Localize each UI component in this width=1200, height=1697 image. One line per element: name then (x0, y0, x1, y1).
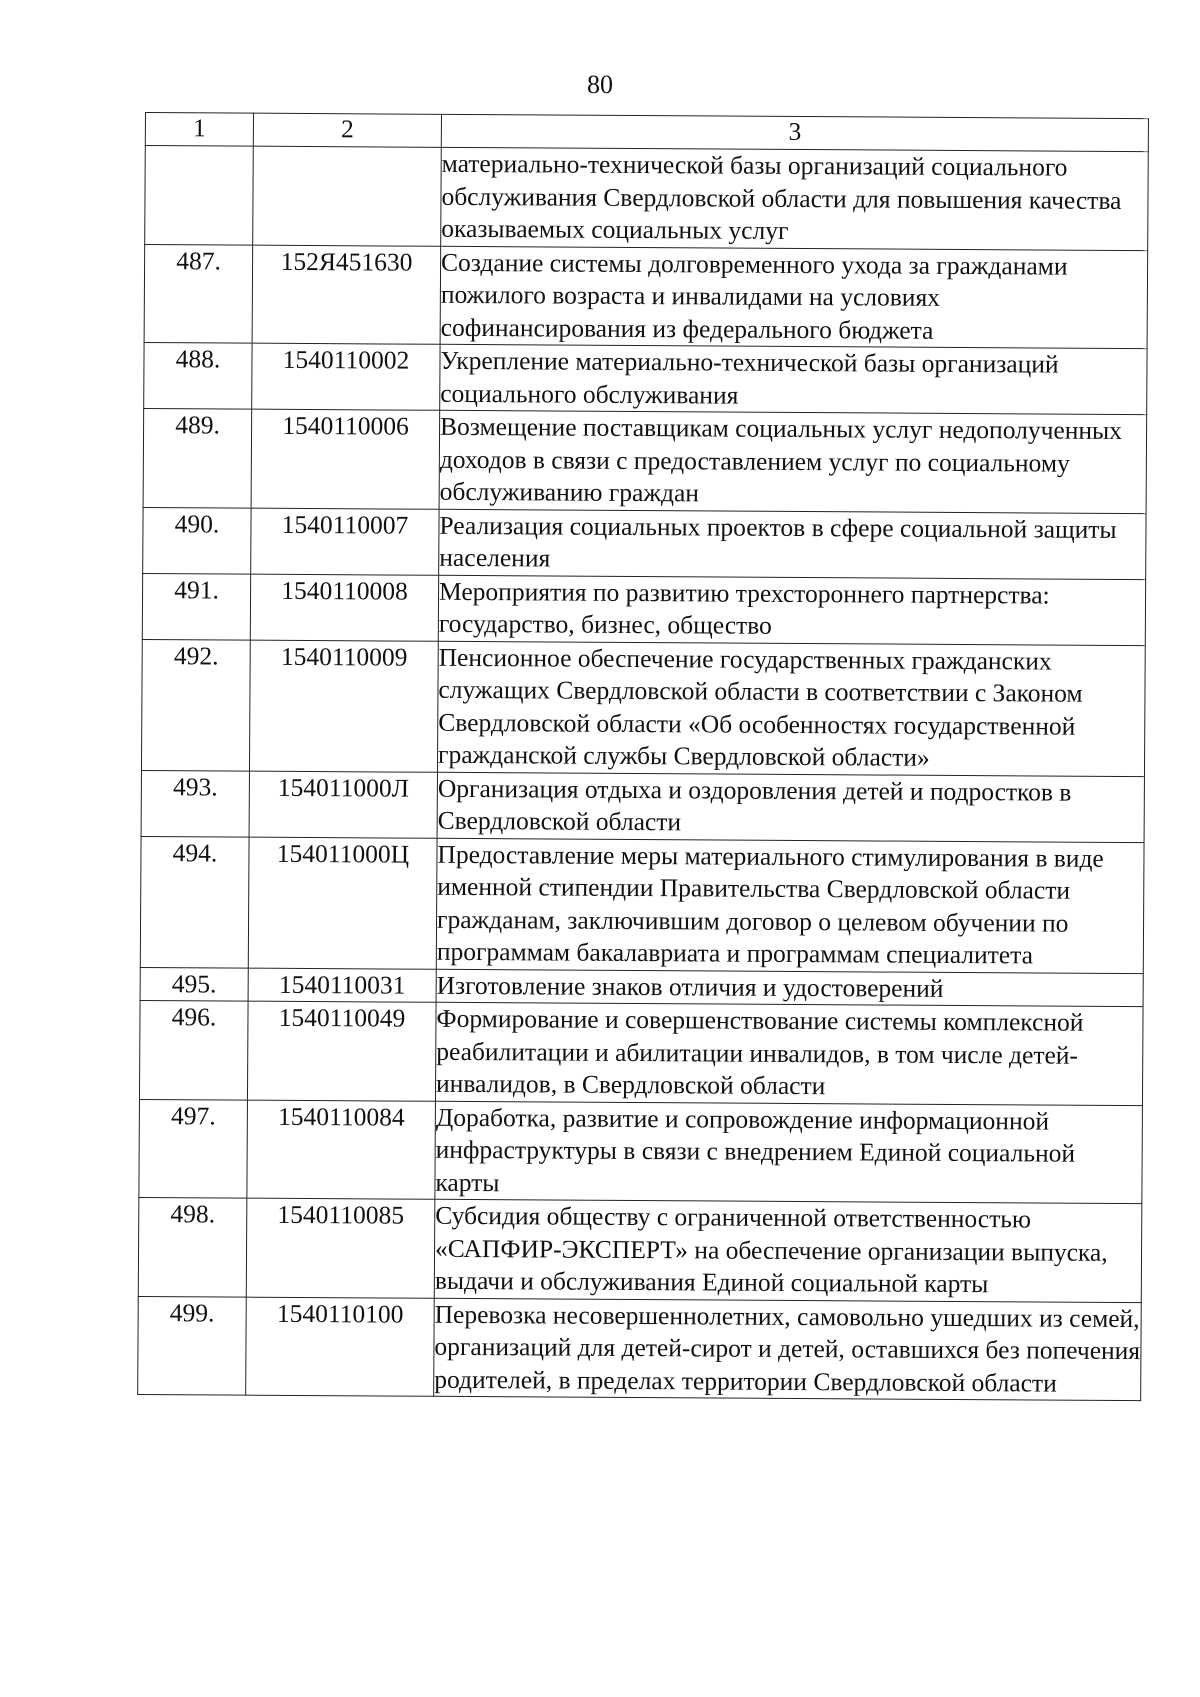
row-description: материально-технической базы организаций социального обслуживания Свердловской области для повышения качества оказываемых социальных услуг (441, 147, 1149, 250)
row-description: Предоставление меры материального стимулирования в виде именной стипендии Правительства Свердловской области гражданам, заключившим договор о целевом обучении по программам бакалавриата и программам специалитета (436, 838, 1144, 973)
row-number: 493. (141, 770, 249, 837)
row-number: 487. (144, 244, 253, 343)
row-number: 496. (139, 1000, 248, 1099)
column-header-1: 1 (145, 113, 253, 147)
row-description: Мероприятия по развитию трехстороннего партнерства: государство, бизнес, общество (438, 575, 1145, 645)
row-number: 492. (141, 639, 250, 771)
row-code: 1540110085 (246, 1198, 435, 1298)
table-row (143, 507, 1146, 579)
table-row (141, 770, 1144, 842)
row-description: Возмещение поставщикам социальных услуг недополученных доходов в связи с предоставлением услуг по социальному обслуживанию граждан (439, 410, 1147, 513)
row-number: 490. (143, 507, 251, 574)
row-description: Перевозка несовершеннолетних, самовольно ушедших из семей, организаций для детей-сирот и детей, оставшихся без попечения родителей, в пределах территории Свердловской области (434, 1298, 1142, 1401)
row-description: Реализация социальных проектов в сфере социальной защиты населения (439, 509, 1146, 579)
row-code: 1540110006 (251, 409, 440, 509)
row-number (145, 146, 254, 245)
row-code (253, 146, 442, 246)
row-description: Изготовление знаков отличия и удостоверений (436, 969, 1143, 1007)
row-code: 1540110009 (249, 640, 438, 772)
row-description: Организация отдыха и оздоровления детей и подростков в Свердловской области (437, 772, 1144, 842)
row-code: 1540110008 (250, 574, 438, 641)
table-row (143, 408, 1147, 513)
row-code: 152Я451630 (252, 245, 441, 345)
table-row (138, 1197, 1142, 1302)
table-row (141, 639, 1145, 776)
row-code: 154011000Л (249, 771, 437, 838)
table-row (139, 1099, 1143, 1204)
row-code: 1540110049 (247, 1001, 436, 1101)
row-code: 1540110002 (252, 343, 440, 410)
row-number: 495. (140, 967, 248, 1001)
table-row (140, 836, 1144, 973)
row-description: Формирование и совершенствование системы комплексной реабилитации и абилитации инвалидов, в том числе детей-инвалидов, в Свердловской области (435, 1002, 1143, 1105)
column-header-3: 3 (441, 114, 1148, 151)
table-row (140, 967, 1143, 1007)
row-number: 498. (138, 1197, 247, 1296)
table-row (138, 1296, 1142, 1401)
table-row (139, 1000, 1143, 1105)
table-row (145, 146, 1149, 251)
row-code: 154011000Ц (248, 837, 437, 969)
row-description: Укрепление материально-технической базы организаций социального обслуживания (440, 344, 1147, 414)
column-header-2: 2 (253, 113, 441, 147)
row-number: 497. (139, 1099, 248, 1198)
row-number: 494. (140, 836, 249, 968)
table-row (144, 244, 1148, 349)
row-number: 488. (144, 342, 252, 409)
row-number: 499. (138, 1296, 247, 1395)
row-description: Субсидия обществу с ограниченной ответственностью «САПФИР-ЭКСПЕРТ» на обеспечение организации выпуска, выдачи и обслуживания Единой социальной карты (434, 1199, 1142, 1302)
row-number: 491. (142, 573, 250, 640)
table-row (144, 342, 1147, 414)
row-description: Создание системы долговременного ухода за гражданами пожилого возраста и инвалидами на условиях софинансирования из федерального бюджета (440, 246, 1148, 349)
row-code: 1540110007 (251, 508, 439, 575)
row-number: 489. (143, 408, 252, 507)
table-row (142, 573, 1145, 645)
row-code: 1540110084 (247, 1100, 436, 1200)
row-code: 1540110031 (248, 968, 436, 1003)
row-description: Доработка, развитие и сопровождение информационной инфраструктуры в связи с внедрением Единой социальной карты (435, 1101, 1143, 1204)
row-code: 1540110100 (246, 1297, 435, 1397)
page-number: 80 (587, 70, 613, 99)
budget-codes-table (137, 112, 1149, 1401)
row-description: Пенсионное обеспечение государственных гражданских служащих Свердловской области в соответствии с Законом Свердловской области «Об особенностях государственной гражданской службы Свердловской области» (437, 641, 1145, 776)
